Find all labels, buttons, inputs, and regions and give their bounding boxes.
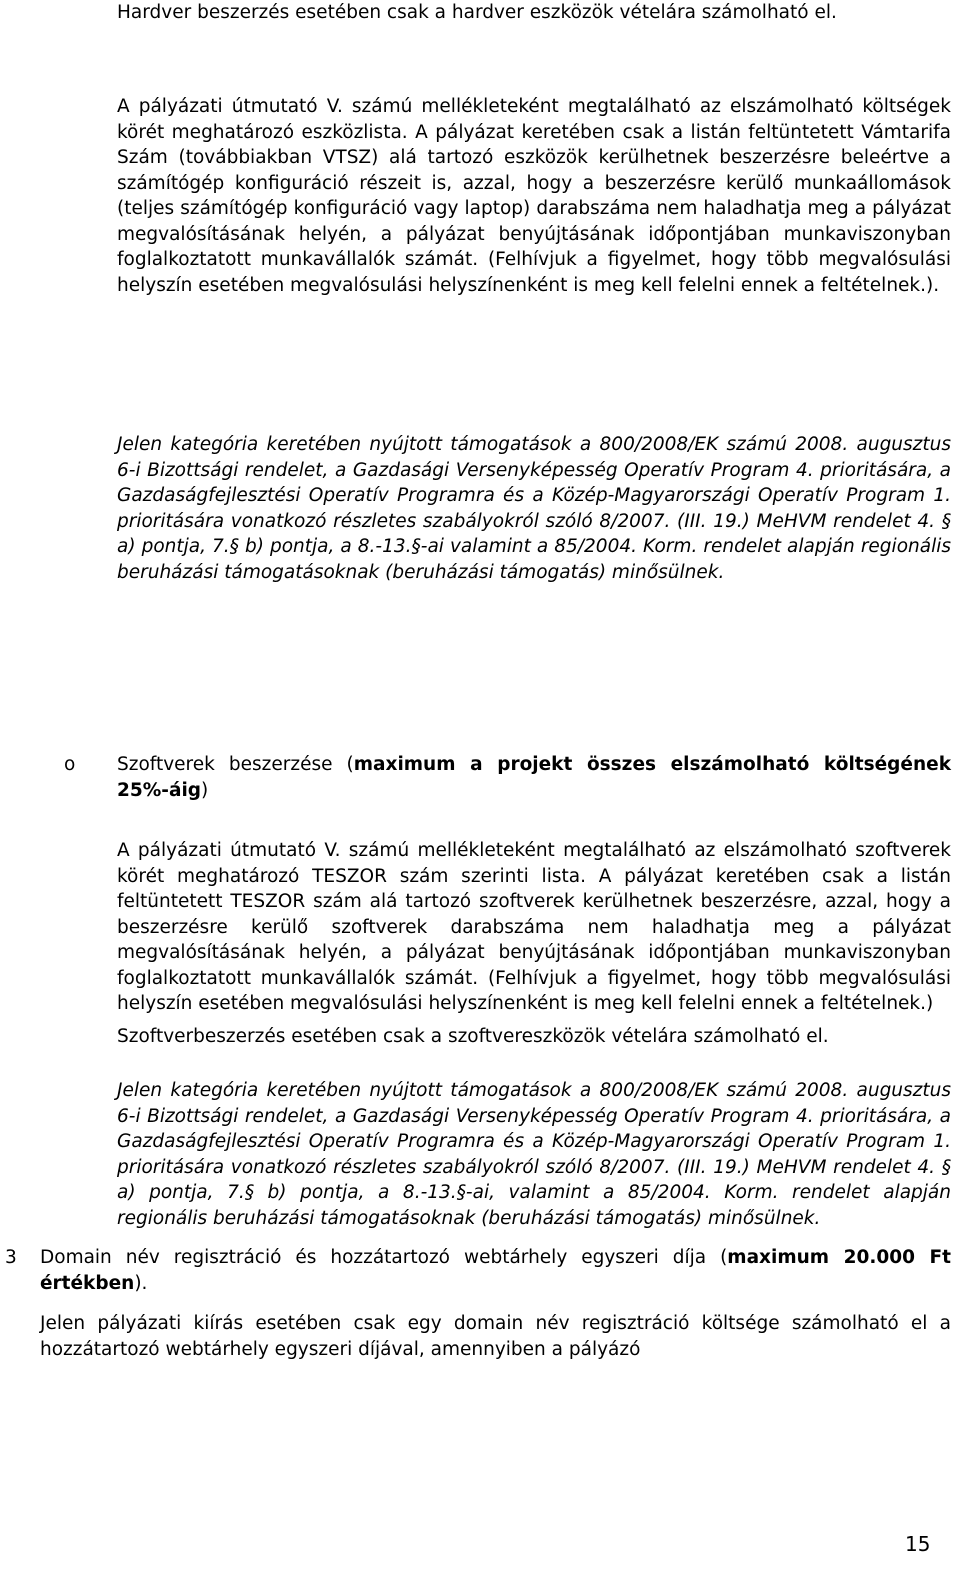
paragraph-support-category-2: Jelen kategória keretében nyújtott támogatások a 800/2008/EK számú 2008. augusztus 6-i Bizottsági rendelet, a Gazdasági Versenyképesség Operatív Program 4. prioritására, a Gazdaságfejlesztési Operatív Programra és a Közép-Magyarországi Operatív Program 1. prioritására vonatkozó részletes szabályokról szóló 8/2007. (III. 19.) MeHVM rendelet 4. § a) pontja, 7.§ b) pontja, a 8.-13.§-ai, valamint a 85/2004. Korm. rendelet alapján regionális beruházási támogatásoknak (beruházási támogatás) minősülnek. [117, 1080, 951, 1229]
heading-software-pre: Szoftverek beszerzése ( [117, 754, 354, 775]
paragraph-software-list: A pályázati útmutató V. számú mellékleteként megtalálható az elszámolható szoftverek körét meghatározó TESZOR szám szerinti lista. A pályázat keretében csak a listán feltüntetett TESZOR szám alá tartozó szoftverek kerülhetnek beszerzésre, azzal, hogy a beszerzésre kerülő szoftverek darabszáma nem haladhatja meg a pályázat megvalósításának helyén, a pályázat benyújtásának időpontjában munkaviszonyban foglalkoztatott munkavállalók számát. (Felhívjuk a figyelmet, hogy több megvalósulási helyszín esetében megvalósulási helyszínenként is meg kell felelni ennek a feltételnek.) [117, 840, 951, 1014]
heading-domain-bold: maximum 20.000 Ft értékben [40, 1247, 951, 1294]
heading-domain-post: ). [134, 1272, 148, 1294]
paragraph-hardware-list: A pályázati útmutató V. számú mellékleteként megtalálható az elszámolható költségek körét meghatározó eszközlista. A pályázat keretében csak a listán feltüntetett Vámtarifa Szám (továbbiakban VTSZ) alá tartozó eszközök kerülhetnek beszerzésre beleértve a számítógép konfiguráció részeit is, azzal, hogy a beszerzésre kerülő munkaállomások (teljes számítógép konfiguráció vagy laptop) darabszáma nem haladhatja meg a pályázat megvalósításának helyén, a pályázat benyújtásának időpontjában munkaviszonyban foglalkoztatott munkavállalók számát. (Felhívjuk a figyelmet, hogy több megvalósulási helyszín esetében megvalósulási helyszínenként is meg kell felelni ennek a feltételnek.). [117, 96, 951, 296]
item-number: 3 [5, 1247, 17, 1268]
page-number: 15 [905, 1532, 931, 1556]
heading-software [117, 752, 951, 803]
bullet-marker: o [64, 754, 76, 775]
paragraph-hardware-price: Hardver beszerzés esetében csak a hardver eszközök vételára számolható el. [117, 2, 837, 23]
heading-software-post: ) [201, 779, 209, 801]
heading-domain [40, 1245, 951, 1296]
heading-domain-pre: Domain név regisztráció és hozzátartozó webtárhely egyszeri díja ( [40, 1247, 728, 1268]
heading-software-bold: maximum a projekt összes elszámolható költségének 25%-áig [117, 754, 951, 801]
paragraph-software-price: Szoftverbeszerzés esetében csak a szoftvereszközök vételára számolható el. [117, 1026, 829, 1047]
paragraph-support-category-1: Jelen kategória keretében nyújtott támogatások a 800/2008/EK számú 2008. augusztus 6-i Bizottsági rendelet, a Gazdasági Versenyképesség Operatív Program 4. prioritására, a Gazdaságfejlesztési Operatív Programra és a Közép-Magyarországi Operatív Program 1. prioritására vonatkozó részletes szabályokról szóló 8/2007. (III. 19.) MeHVM rendelet 4. § a) pontja, 7.§ b) pontja, a 8.-13.§-ai valamint a 85/2004. Korm. rendelet alapján regionális beruházási támogatásoknak (beruházási támogatás) minősülnek. [117, 434, 951, 583]
paragraph-domain: Jelen pályázati kiírás esetében csak egy domain név regisztráció költsége számolható el a hozzátartozó webtárhely egyszeri díjával, amennyiben a pályázó [40, 1313, 951, 1360]
